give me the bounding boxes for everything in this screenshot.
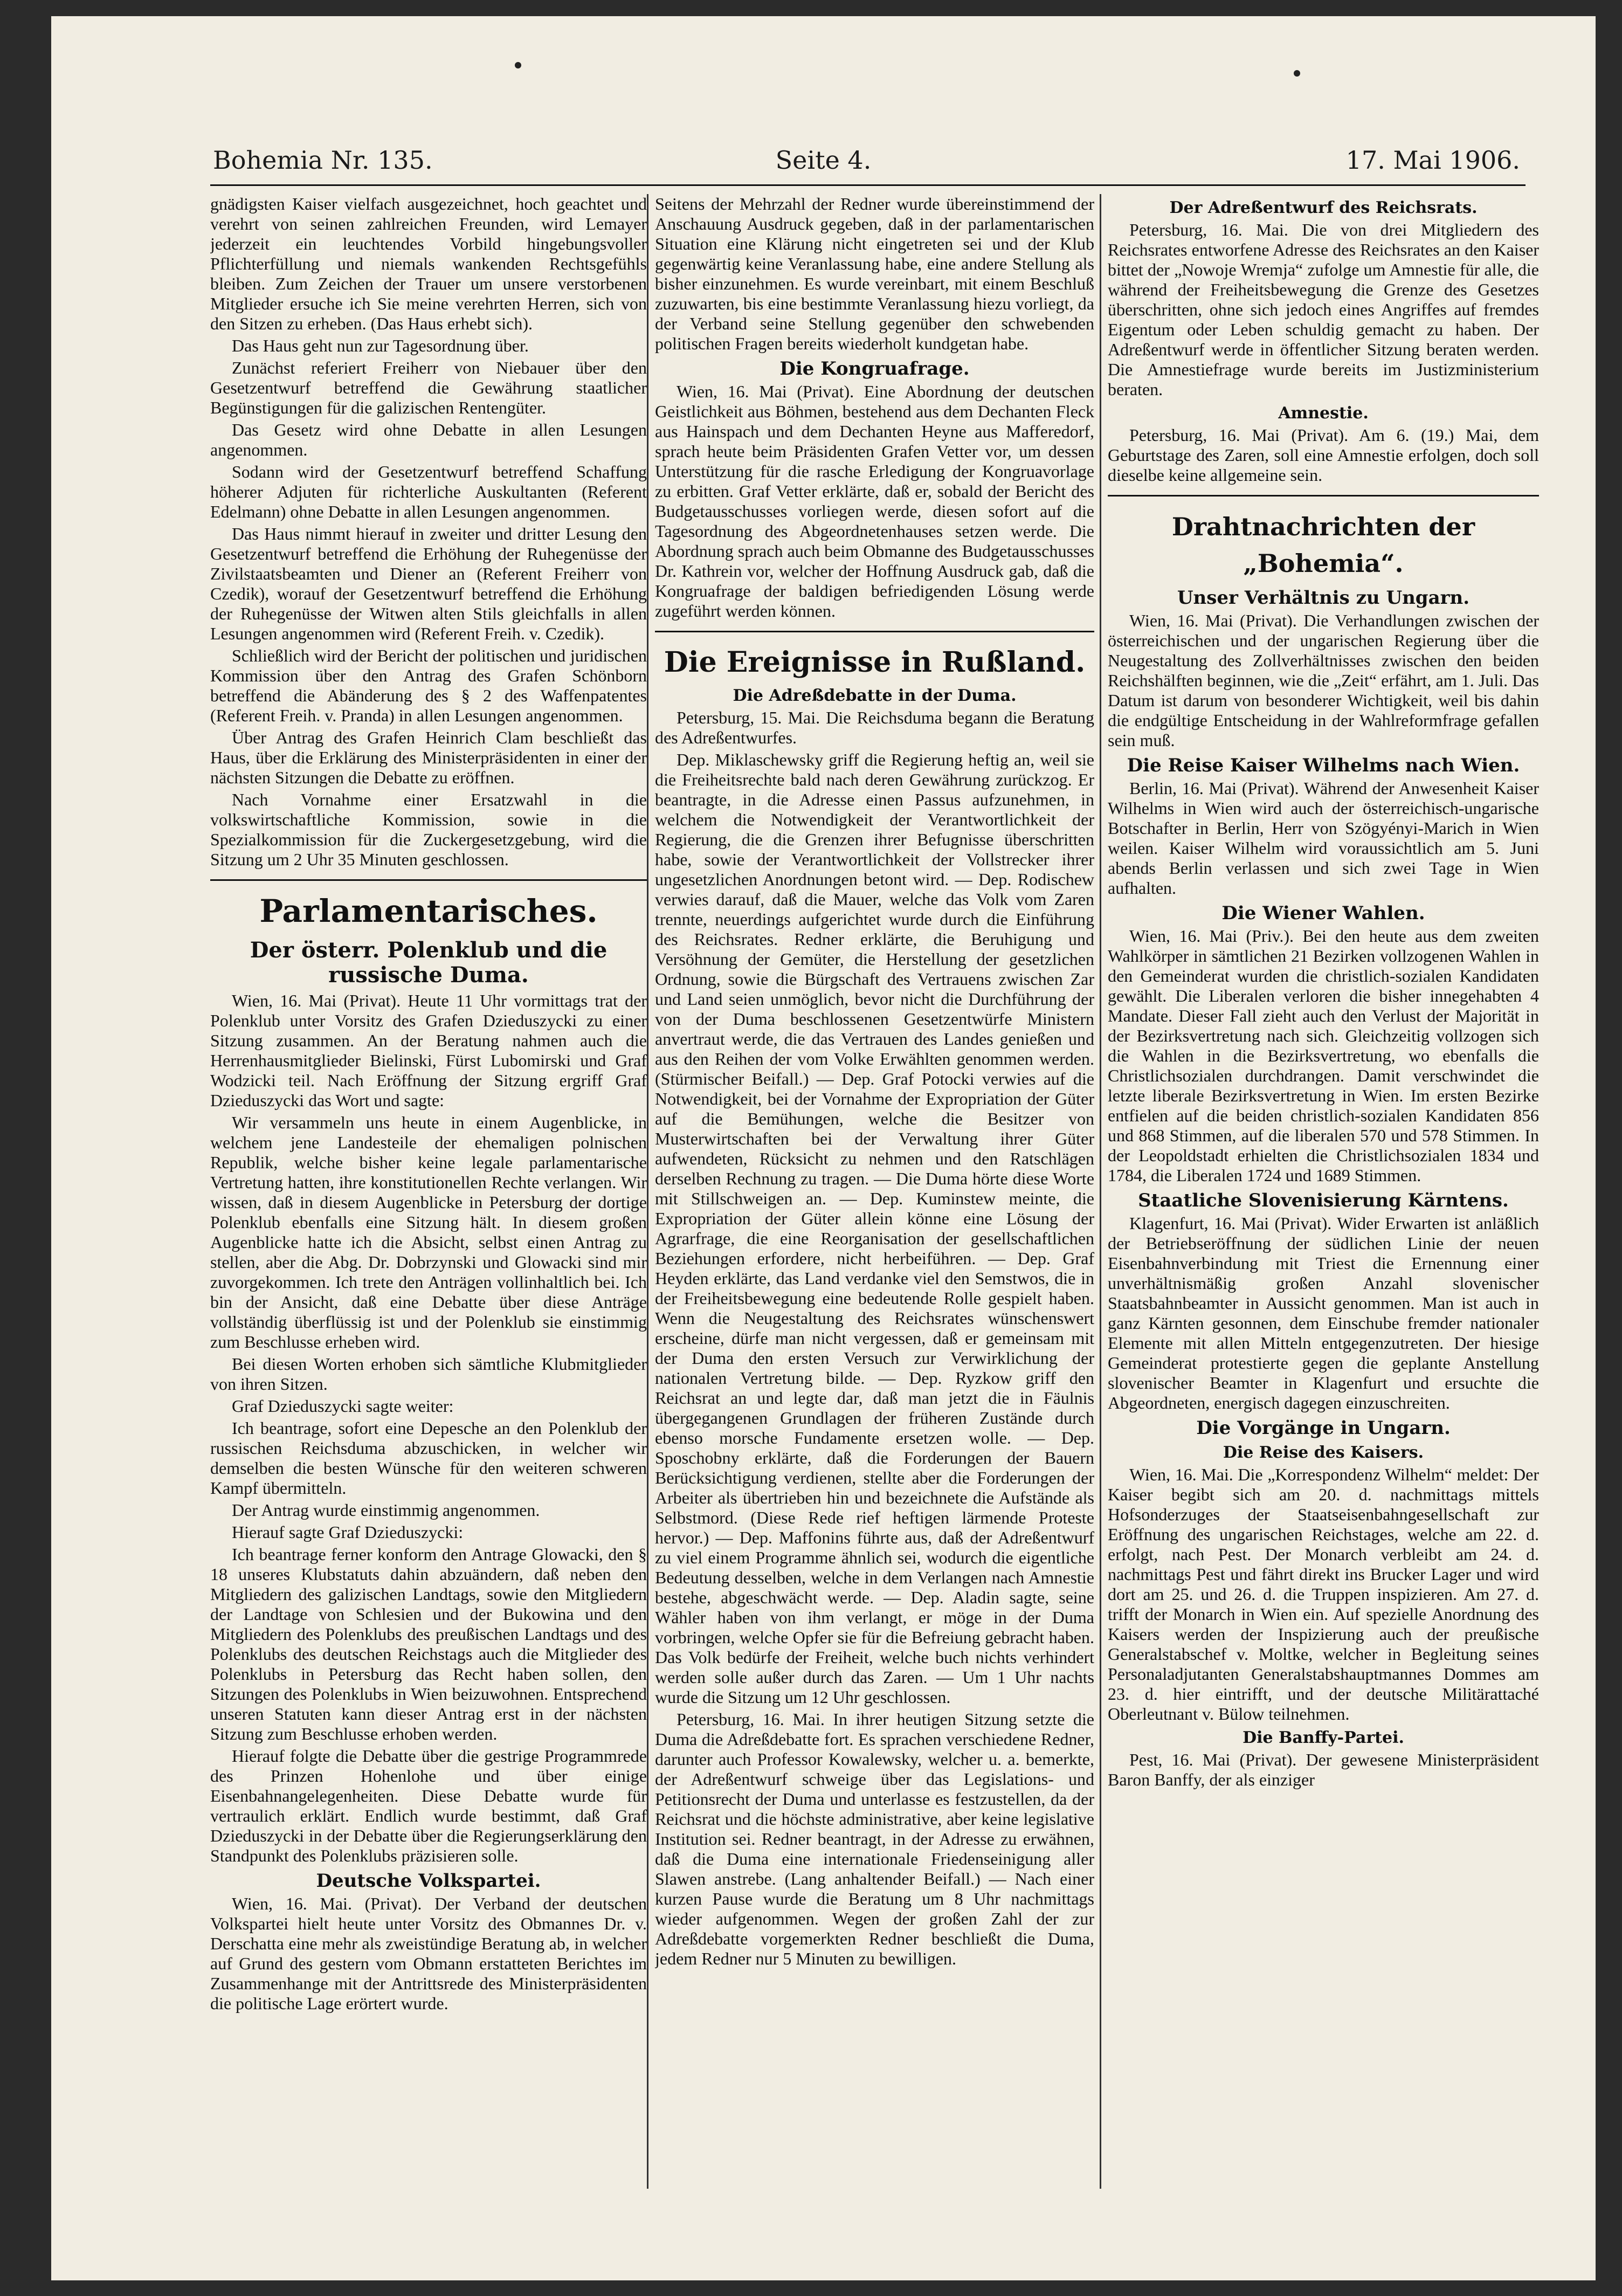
paragraph: Wir versammeln uns heute in einem Augenblicke, in welchem jene Landesteile der ehemaligen polnischen Republik, welche bisher keine legale parlamentarische Vertretung hatten, ihre konstitutionellen Rechte verlangen. Wir wissen, daß in diesem Augenblicke in Petersburg der dortige Polenklub ebenfalls eine Sitzung hält. In diesem großen Augenblicke hatte ich die Absicht, selbst einen Antrag zu stellen, aber die Abg. Dr. Dobrzynski und Glowacki sind mir zuvorgekommen. Ich trete den Anträgen vollinhaltlich bei. Ich bin der Ansicht, daß eine Debatte über diese Anträge vollständig überflüssig ist und der Polenklub sie einstimmig zum Beschlusse erheben wird. <box>210 1113 647 1352</box>
paragraph: gnädigsten Kaiser vielfach ausgezeichnet, hoch geachtet und verehrt von seinen zahlreichen Freunden, wird Lemayer jederzeit ein leuchtendes Vorbild hingebungsvoller Pflichterfüllung und niemals wankenden Rechtsgefühls bleiben. Zum Zeichen der Trauer um unsere verstorbenen Mitglieder ersuche ich Sie meine verehrten Herren, sich von den Sitzen zu erheben. (Das Haus erhebt sich). <box>210 194 647 333</box>
paragraph: Klagenfurt, 16. Mai (Privat). Wider Erwarten ist anläßlich der Betriebseröffnung der südlichen Linie der neuen Eisenbahnverbindung mit Triest die Ernennung einer unverhältnismäßig großen Anzahl slovenischer Staatsbahnbeamter in Aussicht genommen. Man ist auch in ganz Kärnten gesonnen, dem Einschube fremder nationaler Elemente mit allen Mitteln entgegenzutreten. Der hiesige Gemeinderat protestierte gegen die geplante Anstellung slovenischer Beamter in Klagenfurt und ersuchte die Abgeordneten, energisch dagegen einzuschreiten. <box>1108 1213 1539 1412</box>
newspaper-page <box>51 16 1596 2280</box>
article-heading-kaiser-wilhelm: Die Reise Kaiser Wilhelms nach Wien. <box>1127 755 1520 776</box>
header-newspaper-issue: Bohemia Nr. 135. <box>213 146 433 175</box>
paragraph: Zunächst referiert Freiherr von Niebauer über den Gesetzentwurf betreffend die Gewährung staatlicher Begünstigungen für die galizischen Rentengüter. <box>210 358 647 417</box>
paragraph: Das Haus nimmt hierauf in zweiter und dritter Lesung den Gesetzentwurf betreffend die Erhöhung der Ruhegenüsse der Zivilstaatsbeamten und Diener an (Referent Freiherr von Czedik), worauf der Gesetzentwurf betreffend die Erhöhung der Ruhegenüsse der Witwen alten Stils gleichfalls in allen Lesungen angenommen wird (Referent Freih. v. Czedik). <box>210 524 647 643</box>
column-divider <box>1100 194 1101 2189</box>
paragraph: Petersburg, 16. Mai. Die von drei Mitgliedern des Reichsrates entworfene Adresse des Reichsrates an den Kaiser bittet der „Nowoje Wremja“ zufolge um Amnestie für alle, die während der Freiheitsbewegung die Grenze des Gesetzes überschritten, ohne sich jedoch eines Angriffes auf fremdes Eigentum oder Leben schuldig gemacht zu haben. Der Adreßentwurf werde in öffentlicher Sitzung beraten werden. Die Amnestiefrage wurde bereits im Justizministerium beraten. <box>1108 220 1539 399</box>
ink-dot <box>515 62 521 68</box>
paragraph: Hierauf folgte die Debatte über die gestrige Programmrede des Prinzen Hohenlohe und über einige Eisenbahnangelegenheiten. Diese Debatte wurde für vertraulich erklärt. Endlich wurde bestimmt, daß Graf Dzieduszycki in der Debatte über die Regierungserklärung den Standpunkt des Polenklubs präzisieren solle. <box>210 1746 647 1865</box>
paragraph: Dep. Miklaschewsky griff die Regierung heftig an, weil sie die Freiheitsrechte bald nach deren Gewährung zurückzog. Er beantragte, in die Adresse einen Passus aufzunehmen, in welchem die Notwendigkeit der Verantwortlichkeit der Regierung, die die Grenzen ihrer Befugnisse überschritten habe, sowie der Verantwortlichkeit der Vollstrecker ihrer ungesetzlichen Anordnungen betont wird. — Dep. Rodischew verwies darauf, daß die Mauer, welche das Volk vom Zaren trennte, neuerdings aufgerichtet wurde durch die Einführung des Reichsrates. Redner erklärte, die Beruhigung und Versöhnung der Gemüter, die Herstellung der gesetzlichen Ordnung, sowie die Bürgschaft des Vertrauens zwischen Zar und Land seien unmöglich, bevor nicht die Durchführung der von der Duma beschlossenen Gesetzentwürfe Ministern anvertraut werde, die das Vertrauen des Landes genießen und aus den Reihen der vom Volke Erwählten genommen werden. (Stürmischer Beifall.) — Dep. Graf Potocki verwies auf die Notwendigkeit, bei der Vornahme der Expropriation der Güter auf die Bemühungen, welche die Besitzer von Musterwirtschaften bei der Verwaltung ihrer Güter aufwendeten, Rücksicht zu nehmen und den Ratschlägen derselben Rechnung zu tragen. — Die Duma hörte diese Worte mit Stillschweigen an. — Dep. Kuminstew meinte, die Expropriation der Güter allein könne eine Lösung der Agrarfrage, die eine Reorganisation der gesellschaftlichen Beziehungen erfordere, nicht herbeiführen. — Dep. Graf Heyden erklärte, das Land verdanke viel den Semstwos, die in der Freiheitsbewegung eine bedeutende Rolle gespielt haben. Wenn die Neugestaltung des Reichsrates wünschenswert erscheine, dürfe man nicht vergessen, daß er gemeinsam mit der Duma den ersten Versuch zur Verwirklichung der nationalen Vertretung bilde. — Dep. Ryzkow griff den Reichsrat an und legte dar, daß man jetzt die in Fäulnis übergegangenen Grundlagen der früheren Zustände durch ebenso morsche Fundamente ersetzen wolle. — Dep. Sposchobny erklärte, daß die Forderungen der Bauern Berücksichtigung verdienen, stellte aber die Forderungen der Arbeiter als übertrieben hin und bezeichnete die Aufstände als Selbstmord. (Diese Rede rief heftigen lärmende Proteste hervor.) — Dep. Maffonins führte aus, daß der Adreßentwurf zu viel einem Programme ähnlich sei, wodurch die eigentliche Bedeutung desselben, welche in dem Verlangen nach Amnestie bestehe, abgeschwächt werde. — Dep. Aladin sagte, seine Wähler haben von ihm verlangt, er möge in der Duma vorbringen, welche Opfer sie für die Befreiung gebracht haben. Das Volk bedürfe der Freiheit, welche buch nichts verhindert werden solle außer durch das Zaren. — Um 1 Uhr nachts wurde die Sitzung um 12 Uhr geschlossen. <box>655 750 1094 1707</box>
paragraph: Über Antrag des Grafen Heinrich Clam beschließt das Haus, über die Erklärung des Ministerpräsidenten in einer der nächsten Sitzungen die Debatte zu eröffnen. <box>210 728 647 787</box>
paragraph: Das Gesetz wird ohne Debatte in allen Lesungen angenommen. <box>210 420 647 459</box>
section-heading-parlamentarisches: Parlamentarisches. <box>259 893 598 929</box>
column-divider <box>647 194 648 2189</box>
paragraph: Graf Dzieduszycki sagte weiter: <box>232 1396 454 1416</box>
article-heading-volkspartei: Deutsche Volkspartei. <box>316 1870 541 1892</box>
ink-dot <box>1294 70 1300 77</box>
paragraph: Pest, 16. Mai (Privat). Der gewesene Ministerpräsident Baron Banffy, der als einziger <box>1108 1750 1539 1789</box>
column-left <box>210 194 647 2189</box>
paragraph: Wien, 16. Mai (Privat). Heute 11 Uhr vormittags trat der Polenklub unter Vorsitz des Grafen Dzieduszycki zu einer Sitzung zusammen. An der Beratung nahmen auch die Herrenhausmitglieder Bielinski, Fürst Lubomirski und Graf Wodzicki teil. Nach Eröffnung der Sitzung ergriff Graf Dzieduszycki das Wort und sagte: <box>210 991 647 1110</box>
column-right <box>1108 194 1539 2189</box>
paragraph: Ich beantrage, sofort eine Depesche an den Polenklub der russischen Reichsduma abzuschicken, in welcher wir demselben die besten Wünsche für den weiteren schweren Kampf übermitteln. <box>210 1418 647 1498</box>
article-heading-amnestie: Amnestie. <box>1278 404 1369 423</box>
article-subheading-reise: Die Reise des Kaisers. <box>1223 1443 1424 1462</box>
article-heading-vorgaenge-ungarn: Die Vorgänge in Ungarn. <box>1196 1417 1451 1439</box>
section-divider <box>655 631 1094 632</box>
paragraph: Wien, 16. Mai (Priv.). Bei den heute aus dem zweiten Wahlkörper in sämtlichen 21 Bezirken vollzogenen Wahlen in den Gemeinderat wurden die christlich-sozialen Kandidaten gewählt. Die Liberalen verloren die bisher innegehabten 4 Mandate. Dieser Fall zieht auch den Verlust der Majorität in der Bezirksvertretung nach sich. Gleichzeitig vollzogen sich die Wahlen in die Bezirksvertretung, wo ebenfalls die Christlichsozialen durchdrangen. Damit verschwindet die letzte liberale Bezirksvertretung in Wien. Im ersten Bezirke entfielen auf die beiden christlich-sozialen Kandidaten 856 und 868 Stimmen, auf die liberalen 570 und 578 Stimmen. In der Leopoldstadt erhielten die Christlichsozialen 1834 und 1784, die Liberalen 1724 und 1689 Stimmen. <box>1108 926 1539 1185</box>
paragraph: Das Haus geht nun zur Tagesordnung über. <box>232 336 529 355</box>
article-heading-polenklub: Der österr. Polenklub und die russische Duma. <box>250 937 608 988</box>
article-heading-adressentwurf: Der Adreßentwurf des Reichsrats. <box>1169 198 1478 217</box>
paragraph: Bei diesen Worten erhoben sich sämtliche Klubmitglieder von ihren Sitzen. <box>210 1354 647 1394</box>
section-divider <box>210 879 647 881</box>
paragraph: Berlin, 16. Mai (Privat). Während der Anwesenheit Kaiser Wilhelms in Wien wird auch der österreichisch-ungarische Botschafter in Berlin, Herr von Szögyényi-Marich in Wien weilen. Kaiser Wilhelm wird voraussichtlich am 5. Juni abends Berlin verlassen und sich zwei Tage in Wien aufhalten. <box>1108 778 1539 898</box>
paragraph: Schließlich wird der Bericht der politischen und juridischen Kommission über den Antrag des Grafen Schönborn betreffend die Abänderung des § 2 des Waffenpatentes (Referent Freih. v. Pranda) in allen Lesungen angenommen. <box>210 646 647 725</box>
column-middle <box>655 194 1094 2189</box>
paragraph: Hierauf sagte Graf Dzieduszycki: <box>232 1522 464 1542</box>
article-heading-slovenisierung: Staatliche Slovenisierung Kärntens. <box>1138 1190 1509 1211</box>
paragraph: Seitens der Mehrzahl der Redner wurde übereinstimmend der Anschauung Ausdruck gegeben, daß in der parlamentarischen Situation eine Klärung nicht eingetreten sei und der Klub gegenwärtig keine Veranlassung habe, eine andere Stellung als bisher einzunehmen. Es wurde vereinbart, mit einem Beschluß zuzuwarten, bis eine bestimmte Veranlassung hiezu vorliegt, da der Verband seine Stellung gegenüber den schwebenden politischen Fragen bereits wiederholt kundgetan habe. <box>655 194 1094 353</box>
section-divider <box>1108 495 1539 497</box>
page-header <box>51 146 1596 189</box>
paragraph: Wien, 16. Mai. (Privat). Der Verband der deutschen Volkspartei hielt heute unter Vorsitz des Obmannes Dr. v. Derschatta eine mehr als zweistündige Beratung ab, in welcher auf Grund des gestern vom Obmann erstatteten Berichtes im Zusammenhange mit der Antrittsrede des Ministerpräsidenten die politische Lage erörtert wurde. <box>210 1894 647 2013</box>
article-heading-ungarn: Unser Verhältnis zu Ungarn. <box>1177 587 1470 609</box>
article-heading-adressdebatte: Die Adreßdebatte in der Duma. <box>733 686 1017 705</box>
header-page-number: Seite 4. <box>775 146 872 175</box>
paragraph: Petersburg, 16. Mai. In ihrer heutigen Sitzung setzte die Duma die Adreßdebatte fort. Es sprachen verschiedene Redner, darunter auch Professor Kowalewsky, welcher u. a. bemerkte, der Adreßentwurf schweige über das Legislations- und Petitionsrecht der Duma und unterlasse es festzustellen, da der Reichsrat und die höchste administrative, aber keine legislative Institution sei. Redner beantragt, in der Adresse zu erwähnen, daß die Duma eine internationale Friedenseinigung aller Slawen anstrebe. (Lang anhaltender Beifall.) — Nach einer kurzen Pause wurde die Beratung um 8 Uhr nachmittags wieder aufgenommen. Wegen der großen Zahl der zur Adreßdebatte vorgemerkten Redner beschließt die Duma, jedem Redner nur 5 Minuten zu bewilligen. <box>655 1709 1094 1968</box>
paragraph: Nach Vornahme einer Ersatzwahl in die volkswirtschaftliche Kommission, sowie in die Spezialkommission für die Zuckergesetzgebung, wird die Sitzung um 2 Uhr 35 Minuten geschlossen. <box>210 790 647 869</box>
article-heading-wiener-wahlen: Die Wiener Wahlen. <box>1221 902 1425 924</box>
paragraph: Petersburg, 16. Mai (Privat). Am 6. (19.) Mai, dem Geburtstage des Zaren, soll eine Amnestie erfolgen, doch soll dieselbe keine allgemeine sein. <box>1108 425 1539 485</box>
section-heading-russland: Die Ereignisse in Rußland. <box>664 646 1086 679</box>
paragraph: Wien, 16. Mai. Die „Korrespondenz Wilhelm“ meldet: Der Kaiser begibt sich am 20. d. nachmittags mittels Hofsonderzuges der Staatseisenbahngesellschaft zur Eröffnung des ungarischen Reichstages, welche am 22. d. erfolgt, nach Pest. Der Monarch verbleibt am 24. d. nachmittags Pest und fährt direkt ins Brucker Lager und wird dort am 25. und 26. d. die Truppen inspizieren. Am 27. d. trifft der Monarch in Wien ein. Auf spezielle Anordnung des Kaisers werden der Inspizierung auch der preußische Generalstabschef v. Moltke, welcher in Begleitung seines Personaladjutanten Generalstabshauptmannes Dommes am 23. d. hier eintrifft, und der deutsche Militärattaché Oberleutnant v. Bülow teilnehmen. <box>1108 1465 1539 1723</box>
article-heading-banffy: Die Banffy-Partei. <box>1243 1728 1404 1747</box>
header-rule <box>210 184 1526 186</box>
section-heading-drahtnachrichten: Drahtnachrichten der „Bohemia“. <box>1171 512 1475 578</box>
paragraph: Sodann wird der Gesetzentwurf betreffend Schaffung höherer Adjuten für richterliche Auskultanten (Referent Edelmann) ohne Debatte in allen Lesungen angenommen. <box>210 462 647 521</box>
paragraph: Wien, 16. Mai (Privat). Eine Abordnung der deutschen Geistlichkeit aus Böhmen, bestehend aus dem Dechanten Fleck aus Hainspach und dem Dechanten Heyne aus Mafferedorf, sprach heute beim Präsidenten Grafen Vetter vor, um dessen Unterstützung für die rasche Erledigung der Kongruavorlage zu erbitten. Graf Vetter erklärte, daß er, sobald der Bericht des Budgetausschusses vorliegen werde, diesen sofort auf die Tagesordnung des Abgeordnetenhauses setzen werde. Die Abordnung sprach auch beim Obmanne des Budgetausschusses Dr. Kathrein vor, welcher der Hoffnung Ausdruck gab, daß die Kongruafrage der baldigen befriedigenden Lösung werde zugeführt werden können. <box>655 382 1094 620</box>
paragraph: Ich beantrage ferner konform den Antrage Glowacki, den § 18 unseres Klubstatuts dahin abzuändern, daß neben den Mitgliedern des galizischen Landtags, sowie den Mitgliedern der Landtage von Schlesien und der Bukowina und den Mitgliedern des Polenklubs des preußischen Landtags und des Polenklubs des deutschen Reichstags auch die Mitglieder des Polenklubs in Petersburg das Recht haben sollen, den Sitzungen des Polenklubs in Wien beizuwohnen. Entsprechend unseren Statuten kann dieser Antrag erst in der nächsten Sitzung zum Beschlusse erhoben werden. <box>210 1545 647 1743</box>
paragraph: Petersburg, 15. Mai. Die Reichsduma begann die Beratung des Adreßentwurfes. <box>655 708 1094 747</box>
article-heading-kongruafrage: Die Kongruafrage. <box>779 358 970 380</box>
paragraph: Wien, 16. Mai (Privat). Die Verhandlungen zwischen der österreichischen und der ungarischen Regierung über die Neugestaltung des Zollverhältnisses zwischen den beiden Reichshälften beginnen, wie die „Zeit“ erfährt, am 1. Juli. Das Datum ist darum von besonderer Wichtigkeit, weil bis dahin die endgültige Entscheidung in der Wahlreformfrage gefallen sein muß. <box>1108 611 1539 750</box>
paragraph: Der Antrag wurde einstimmig angenommen. <box>232 1500 540 1520</box>
header-date: 17. Mai 1906. <box>1345 146 1520 175</box>
